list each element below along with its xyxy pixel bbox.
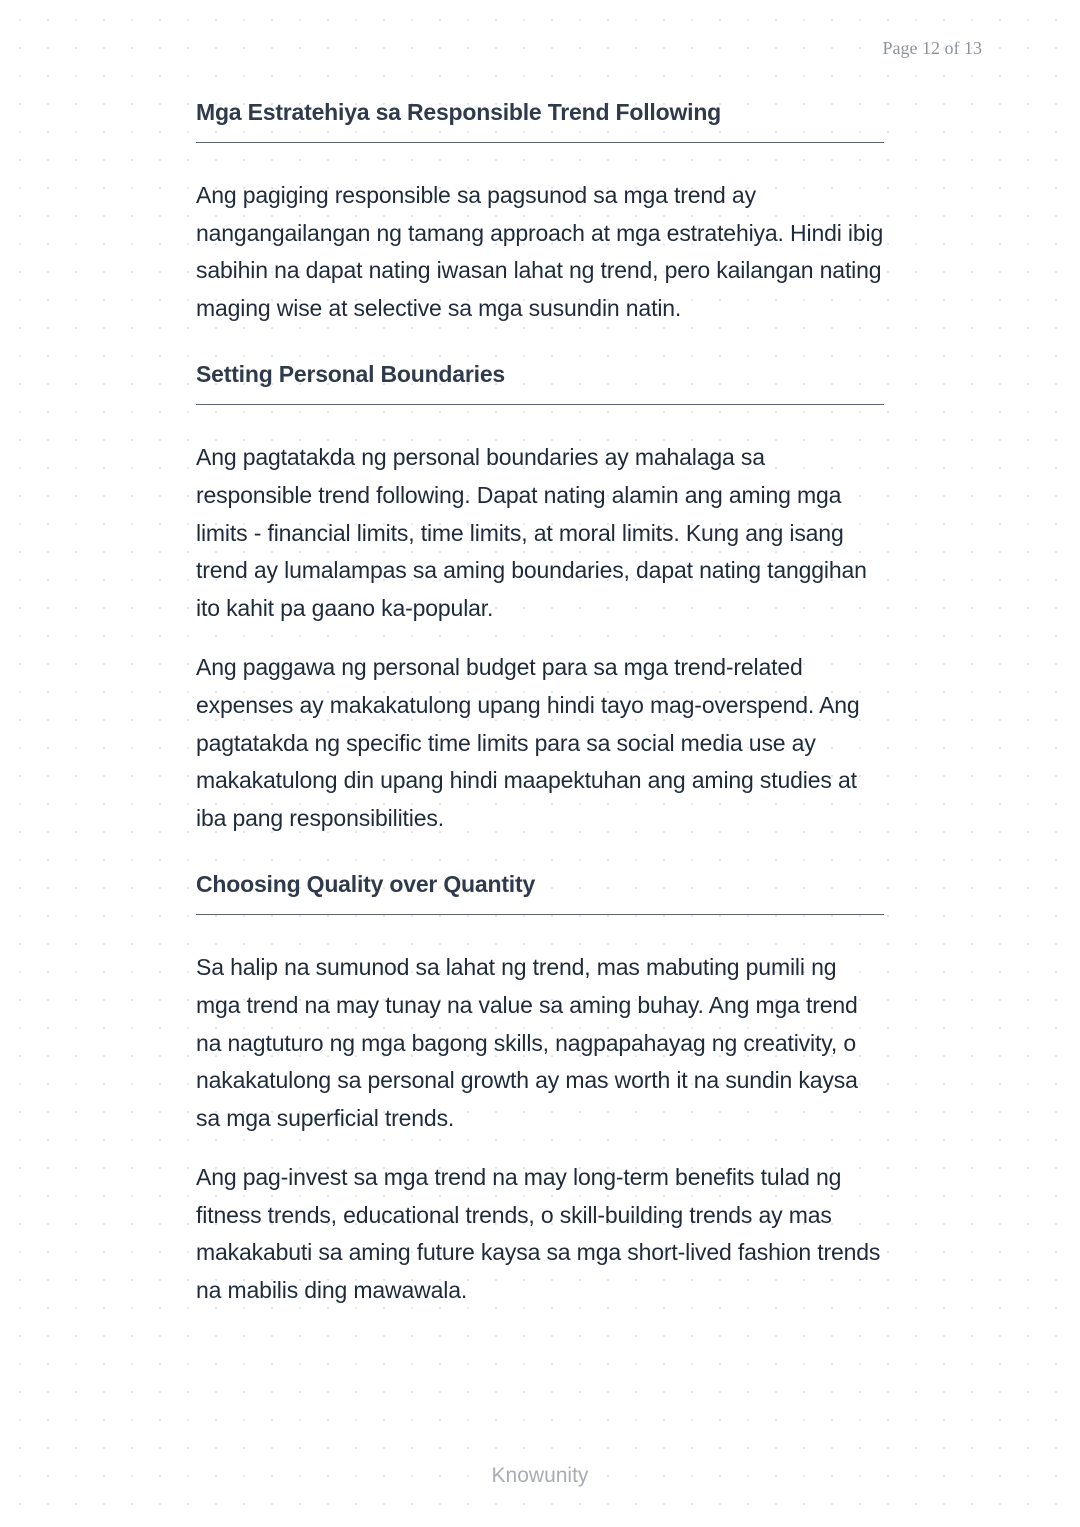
section-strategies [196,99,884,327]
document-content [196,99,884,1344]
paragraph: Ang pagiging responsible sa pagsunod sa mga trend ay nangangailangan ng tamang approach at mga estratehiya. Hindi ibig sabihin na dapat nating iwasan lahat ng trend, pero kailangan nating maging wise at selective sa mga susundin natin. [196,182,884,321]
paragraph: Ang paggawa ng personal budget para sa mga trend-related expenses ay makakatulong upang hindi tayo mag-overspend. Ang pagtatakda ng specific time limits para sa social media use ay makakatulong din upang hindi maapektuhan ang aming studies at iba pang responsibilities. [196,654,860,831]
page-number: Page 12 of 13 [882,38,982,58]
paragraph: Sa halip na sumunod sa lahat ng trend, mas mabuting pumili ng mga trend na may tunay na value sa aming buhay. Ang mga trend na nagtuturo ng mga bagong skills, nagpapahayag ng creativity, o nakakatulong sa personal growth ay mas worth it na sundin kaysa sa mga superficial trends. [196,954,858,1131]
section-body [196,177,884,327]
section-quality-over-quantity [196,871,884,1309]
section-heading: Choosing Quality over Quantity [196,871,884,915]
section-personal-boundaries [196,361,884,837]
footer-brand: Knowunity [491,1464,589,1487]
section-heading: Setting Personal Boundaries [196,361,884,405]
paragraph: Ang pag-invest sa mga trend na may long-term benefits tulad ng fitness trends, educational trends, o skill-building trends ay mas makakabuti sa aming future kaysa sa mga short-lived fashion trends na mabilis ding mawawala. [196,1164,881,1304]
section-body [196,949,884,1309]
section-heading: Mga Estratehiya sa Responsible Trend Following [196,99,884,143]
section-body [196,439,884,837]
paragraph: Ang pagtatakda ng personal boundaries ay mahalaga sa responsible trend following. Dapat nating alamin ang aming mga limits - financial limits, time limits, at moral limits. Kung ang isang trend ay lumalampas sa aming boundaries, dapat nating tanggihan ito kahit pa gaano ka-popular. [196,444,867,621]
